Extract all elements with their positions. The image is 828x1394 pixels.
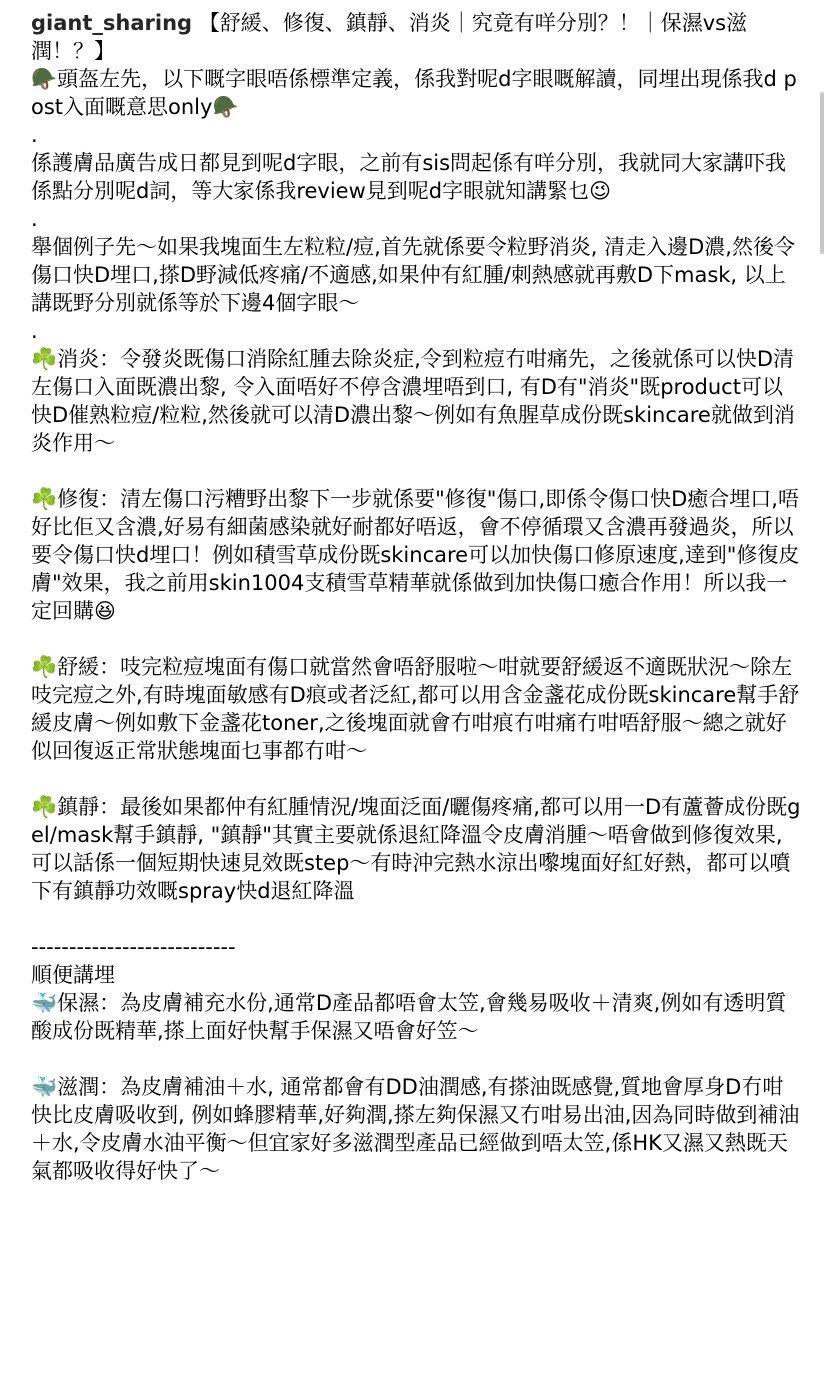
section-hydrate: 🐳保濕：為皮膚補充水份,通常D產品都唔會太笠,會幾易吸收＋清爽,例如有透明質酸成份既精華,搽上面好快幫手保濕又唔會好笠～ <box>31 991 787 1043</box>
section-calm: ☘️鎮靜：最後如果都仲有紅腫情況/塊面泛面/曬傷疼痛,都可以用一D有蘆薈成份既gel/mask幫手鎮靜, "鎮靜"其實主要就係退紅降溫令皮膚消腫～唔會做到修復效果,可以話係一個短期快速見效既step～有時沖完熱水涼出嚟塊面好紅好熱，都可以噴下有鎮靜功效嘅spray快d退紅降溫 <box>31 795 801 903</box>
post-title: 【舒緩、修復、鎮靜、消炎｜究竟有咩分別？！｜保濕vs滋潤！？】 <box>31 11 748 63</box>
para-ad-words: 係護膚品廣告成日都見到呢d字眼，之前有sis問起係有咩分別，我就同大家講吓我係點分別呢d詞，等大家係我review見到呢d字眼就知講緊乜😉 <box>31 151 787 203</box>
section-anti-inflammatory: ☘️消炎：令發炎既傷口消除紅腫去除炎症,令到粒痘冇咁痛先，之後就係可以快D清左傷口入面既濃出黎, 令入面唔好不停含濃埋唔到口, 有D有"消炎"既product可以快D催熟粒痘/粒粒,然後就可以清D濃出黎～例如有魚腥草成份既skincare就做到消炎作用～ <box>31 347 795 455</box>
section-moisturize: 🐳滋潤：為皮膚補油＋水, 通常都會有DD油潤感,有搽油既感覺,質地會厚身D冇咁快比皮膚吸收到, 例如蜂膠精華,好夠潤,搽左夠保濕又冇咁易出油,因為同時做到補油＋水,令皮膚水油平衡～但宜家好多滋潤型產品已經做到唔太笠,係HK又濕又熱既天氣都吸收得好快了～ <box>31 1075 800 1183</box>
dot-separator: . <box>31 123 38 147</box>
dot-separator: . <box>31 319 38 343</box>
post-username[interactable]: giant_sharing <box>31 11 193 35</box>
section-soothe: ☘️舒緩：吱完粒痘塊面有傷口就當然會唔舒服啦～咁就要舒緩返不適既狀況～除左吱完痘之外,有時塊面敏感有D痕或者泛紅,都可以用含金盞花成份既skincare幫手舒緩皮膚～例如敷下金盞花toner,之後塊面就會冇咁痕冇咁痛冇咁唔舒服～總之就好似回復返正常狀態塊面乜事都冇咁～ <box>31 655 800 763</box>
section-repair: ☘️修復：清左傷口污糟野出黎下一步就係要"修復"傷口,即係令傷口快D癒合埋口,唔好比佢又含濃,好易有細菌感染就好耐都好唔返，會不停循環又含濃再發過炎，所以要令傷口快d埋口！例如積雪草成份既skincare可以加快傷口修原速度,達到"修復皮膚"效果，我之前用skin1004支積雪草精華就係做到加快傷口癒合作用！所以我一定回購😆 <box>31 487 800 623</box>
divider-line: --------------------------- <box>31 935 236 959</box>
dot-separator: . <box>31 207 38 231</box>
post-caption <box>31 9 801 1185</box>
post-intro: 🪖頭盔左先，以下嘅字眼唔係標準定義，係我對呢d字眼嘅解讀，同埋出現係我d post入面嘅意思only🪖 <box>31 67 797 119</box>
para-example: 舉個例子先～如果我塊面生左粒粒/痘,首先就係要令粒野消炎, 清走入邊D濃,然後令傷口快D埋口,搽D野減低疼痛/不適感,如果仲有紅腫/刺熱感就再敷D下mask, 以上講既野分別就係等於下邊4個字眼～ <box>31 235 795 315</box>
by-the-way-heading: 順便講埋 <box>31 963 115 987</box>
scrollbar-thumb[interactable] <box>820 92 824 254</box>
